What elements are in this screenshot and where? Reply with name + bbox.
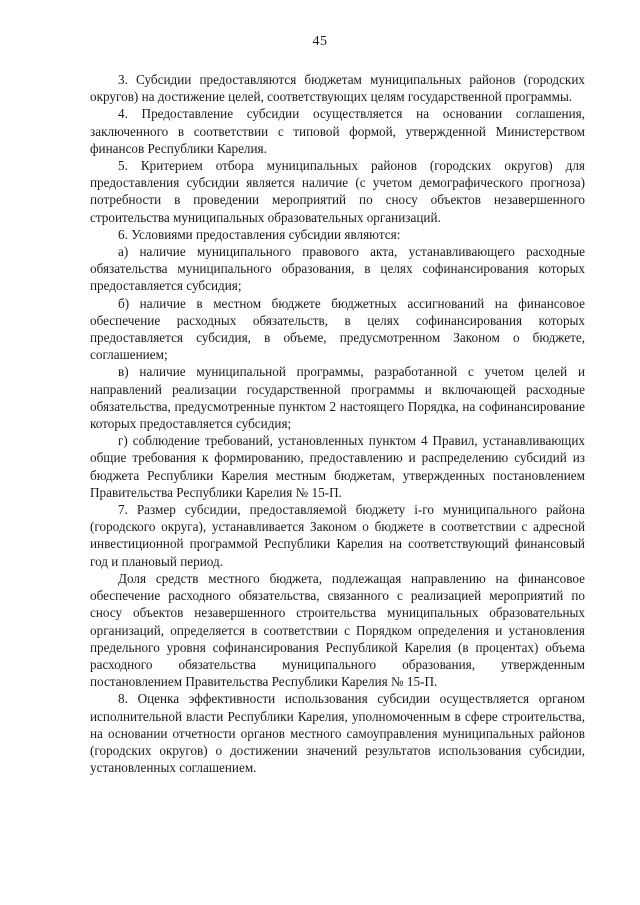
paragraph-5-selection-criterion: 5. Критерием отбора муниципальных районов (городских округов) для предоставления субсидии является наличие (с учетом демографического прогноза) потребности в проведении мероприятий по сносу объектов незавершенного строительства муниципальных образовательных организаций.	[90, 158, 585, 225]
paragraph-local-budget-share: Доля средств местного бюджета, подлежащая направлению на финансовое обеспечение расходного обязательства, связанного с реализацией мероприятий по сносу объектов незавершенного строительства муниципальных образовательных организаций, определяется в соответствии с Порядком определения и установления предельного уровня софинансирования Республикой Карелия (в процентах) объема расходного обязательства муниципального образования, утвержденным постановлением Правительства Республики Карелия № 15-П.	[90, 570, 585, 690]
paragraph-6-conditions-heading: 6. Условиями предоставления субсидии являются:	[118, 226, 401, 242]
paragraph-8-efficiency-assessment: 8. Оценка эффективности использования субсидии осуществляется органом исполнительной власти Республики Карелия, уполномоченным в сфере строительства, на основании отчетности органов местного самоуправления муниципальных районов (городских округов) о достижении значений результатов использования субсидии, установленных соглашением.	[90, 691, 585, 776]
paragraph-3-subsidies-purpose: 3. Субсидии предоставляются бюджетам муниципальных районов (городских округов) на достижение целей, соответствующих целям государственной программы.	[90, 72, 585, 105]
paragraph-6a-legal-act: а) наличие муниципального правового акта, устанавливающего расходные обязательства муниципального образования, в целях софинансирования которых предоставляется субсидия;	[90, 244, 585, 294]
paragraph-6d-compliance: г) соблюдение требований, установленных пунктом 4 Правил, устанавливающих общие требования к формированию, предоставлению и распределению субсидий из бюджета Республики Карелия местным бюджетам, утвержденных постановлением Правительства Республики Карелия № 15-П.	[90, 433, 585, 500]
page-number: 45	[312, 34, 328, 49]
paragraph-4-agreement: 4. Предоставление субсидии осуществляется на основании соглашения, заключенного в соответствии с типовой формой, утвержденной Министерством финансов Республики Карелия.	[90, 106, 585, 156]
paragraph-6b-budget-allocations: б) наличие в местном бюджете бюджетных ассигнований на финансовое обеспечение расходных обязательств, в целях софинансирования которых предоставляется субсидия, в объеме, предусмотренном Законом о бюджете, соглашением;	[90, 295, 585, 363]
paragraph-7-subsidy-size: 7. Размер субсидии, предоставляемой бюджету i-го муниципального района (городского округа), устанавливается Законом о бюджете в соответствии с адресной инвестиционной программой Республики Карелия на соответствующий финансовый год и плановый период.	[90, 502, 585, 569]
document-body	[90, 71, 585, 776]
paragraph-6c-municipal-program: в) наличие муниципальной программы, разработанной с учетом целей и направлений реализации государственной программы и включающей расходные обязательства, предусмотренные пунктом 2 настоящего Порядка, на софинансирование которых предоставляется субсидия;	[90, 364, 585, 432]
